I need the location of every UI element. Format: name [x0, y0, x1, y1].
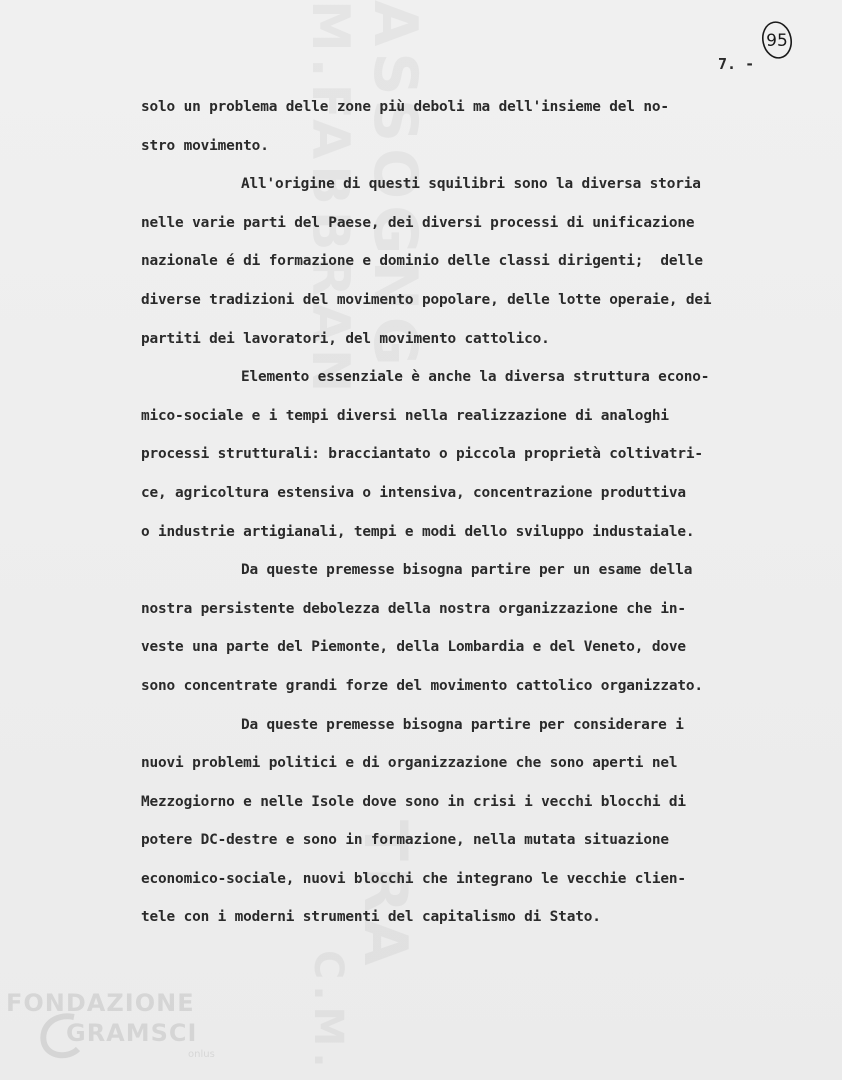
logo-text: GRAMSCI — [66, 1019, 198, 1047]
text-line: sono concentrate grandi forze del movimento cattolico organizzato. — [141, 677, 703, 694]
text-line: partiti dei lavoratori, del movimento cattolico. — [141, 330, 550, 347]
fondazione-gramsci-logo — [6, 985, 226, 1075]
page-number: 7. - — [718, 55, 755, 73]
text-line: o industrie artigianali, tempi e modi dello sviluppo industaiale. — [141, 523, 695, 540]
text-line: Mezzogiorno e nelle Isole dove sono in crisi i vecchi blocchi di — [141, 793, 686, 810]
text-line: Elemento essenziale è anche la diversa struttura econo- — [241, 369, 710, 386]
text-line: potere DC-destre e sono in formazione, nella mutata situazione — [141, 832, 669, 849]
text-line: Da queste premesse bisogna partire per considerare i — [241, 716, 684, 733]
text-line: mico-sociale e i tempi diversi nella realizzazione di analoghi — [141, 407, 669, 424]
text-line: tele con i moderni strumenti del capitalismo di Stato. — [141, 909, 601, 926]
typed-body-text — [141, 88, 821, 937]
text-line: nelle varie parti del Paese, dei diversi processi di unificazione — [141, 214, 695, 231]
logo-text: FONDAZIONE — [6, 989, 195, 1017]
text-line: economico-sociale, nuovi blocchi che integrano le vecchie clien- — [141, 870, 686, 887]
text-line: ce, agricoltura estensiva o intensiva, concentrazione produttiva — [141, 484, 686, 501]
text-line: veste una parte del Piemonte, della Lombardia e del Veneto, dove — [141, 639, 686, 656]
handwritten-page-stamp — [760, 18, 794, 62]
text-line: solo un problema delle zone più deboli ma dell'insieme del no- — [141, 99, 669, 115]
text-line: All'origine di questi squilibri sono la diversa storia — [241, 176, 701, 193]
logo-text: onlus — [188, 1049, 215, 1060]
text-line: nuovi problemi politici e di organizzazione che sono aperti nel — [141, 755, 678, 772]
text-line: diverse tradizioni del movimento popolare, delle lotte operaie, dei — [141, 291, 712, 308]
archive-watermark — [305, 950, 351, 1074]
text-line: nazionale é di formazione e dominio delle classi dirigenti; delle — [141, 253, 703, 270]
text-line: nostra persistente debolezza della nostra organizzazione che in- — [141, 600, 686, 617]
text-line: Da queste premesse bisogna partire per un esame della — [241, 562, 693, 579]
text-line: stro movimento. — [141, 137, 269, 154]
stamp-number: 95 — [766, 31, 788, 51]
text-line: processi strutturali: bracciantato o piccola proprietà coltivatri- — [141, 446, 703, 463]
